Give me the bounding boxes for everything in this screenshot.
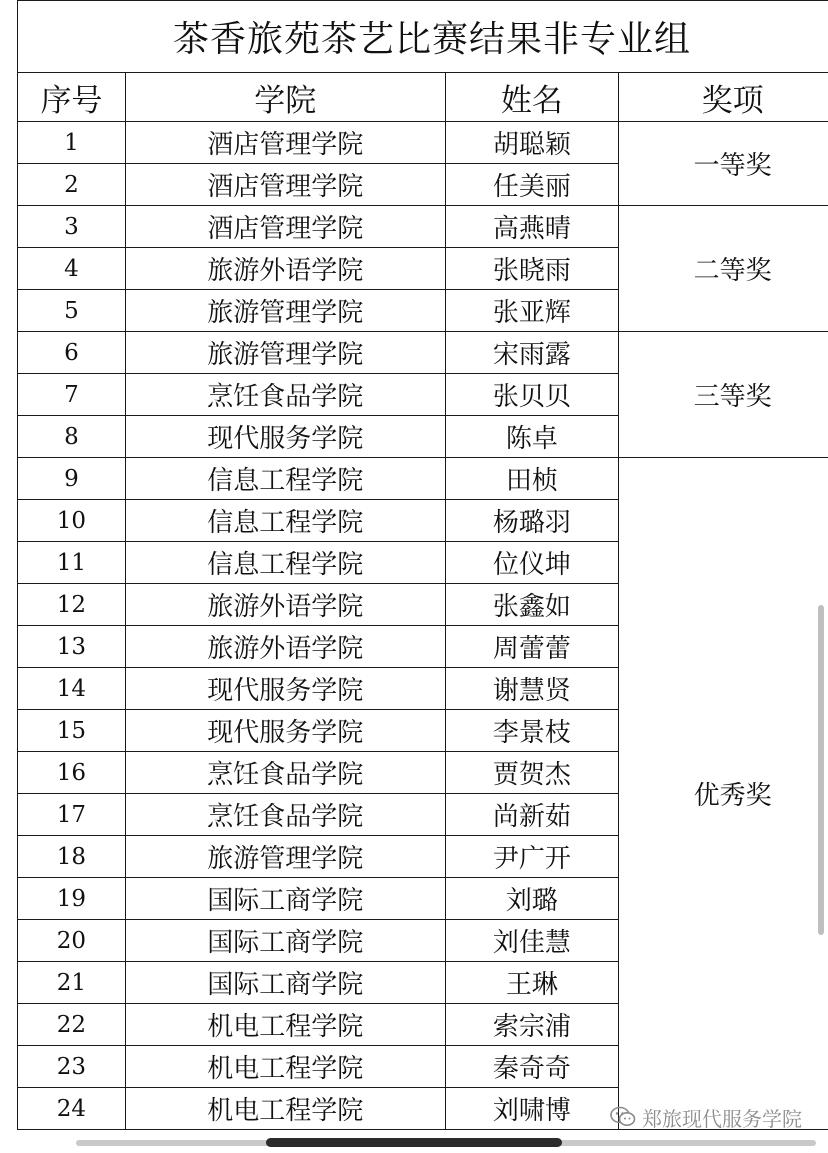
college-cell: 现代服务学院 (125, 416, 445, 458)
college-cell: 烹饪食品学院 (125, 794, 445, 836)
college-cell: 信息工程学院 (125, 542, 445, 584)
name-cell: 秦奇奇 (445, 1046, 619, 1088)
prize-cell: 一等奖 (619, 122, 828, 206)
results-table (17, 0, 828, 1130)
header-number: 序号 (18, 73, 126, 122)
vertical-scrollbar[interactable] (818, 605, 824, 935)
row-number: 23 (18, 1046, 126, 1088)
college-cell: 旅游外语学院 (125, 248, 445, 290)
name-cell: 李景枝 (445, 710, 619, 752)
row-number: 4 (18, 248, 126, 290)
name-cell: 尚新茹 (445, 794, 619, 836)
row-number: 6 (18, 332, 126, 374)
row-number: 16 (18, 752, 126, 794)
header-prize: 奖项 (619, 73, 828, 122)
table-row (18, 332, 828, 374)
row-number: 2 (18, 164, 126, 206)
college-cell: 国际工商学院 (125, 962, 445, 1004)
row-number: 1 (18, 122, 126, 164)
watermark (610, 1100, 802, 1134)
college-cell: 现代服务学院 (125, 668, 445, 710)
name-cell: 胡聪颖 (445, 122, 619, 164)
horizontal-scrollbar-thumb[interactable] (266, 1138, 562, 1147)
name-cell: 宋雨露 (445, 332, 619, 374)
name-cell: 张晓雨 (445, 248, 619, 290)
prize-cell: 优秀奖 (619, 458, 828, 1130)
row-number: 12 (18, 584, 126, 626)
college-cell: 旅游外语学院 (125, 584, 445, 626)
college-cell: 信息工程学院 (125, 458, 445, 500)
name-cell: 贾贺杰 (445, 752, 619, 794)
row-number: 20 (18, 920, 126, 962)
college-cell: 烹饪食品学院 (125, 374, 445, 416)
name-cell: 王琳 (445, 962, 619, 1004)
name-cell: 张亚辉 (445, 290, 619, 332)
name-cell: 杨璐羽 (445, 500, 619, 542)
name-cell: 陈卓 (445, 416, 619, 458)
table-row (18, 458, 828, 500)
name-cell: 刘啸博 (445, 1088, 619, 1130)
college-cell: 酒店管理学院 (125, 164, 445, 206)
college-cell: 国际工商学院 (125, 920, 445, 962)
row-number: 10 (18, 500, 126, 542)
table-row (18, 122, 828, 164)
college-cell: 机电工程学院 (125, 1046, 445, 1088)
name-cell: 谢慧贤 (445, 668, 619, 710)
college-cell: 旅游外语学院 (125, 626, 445, 668)
row-number: 17 (18, 794, 126, 836)
college-cell: 国际工商学院 (125, 878, 445, 920)
row-number: 5 (18, 290, 126, 332)
name-cell: 张鑫如 (445, 584, 619, 626)
wechat-icon (610, 1106, 636, 1128)
name-cell: 张贝贝 (445, 374, 619, 416)
college-cell: 酒店管理学院 (125, 206, 445, 248)
row-number: 9 (18, 458, 126, 500)
header-row (18, 73, 828, 122)
title-row (18, 1, 828, 73)
table-title: 茶香旅苑茶艺比赛结果非专业组 (18, 1, 828, 73)
table-body (18, 1, 828, 1130)
row-number: 7 (18, 374, 126, 416)
results-sheet (17, 0, 828, 1130)
name-cell: 高燕晴 (445, 206, 619, 248)
college-cell: 机电工程学院 (125, 1088, 445, 1130)
college-cell: 现代服务学院 (125, 710, 445, 752)
header-name: 姓名 (445, 73, 619, 122)
college-cell: 机电工程学院 (125, 1004, 445, 1046)
row-number: 14 (18, 668, 126, 710)
name-cell: 位仪坤 (445, 542, 619, 584)
college-cell: 旅游管理学院 (125, 332, 445, 374)
prize-cell: 二等奖 (619, 206, 828, 332)
name-cell: 刘佳慧 (445, 920, 619, 962)
row-number: 11 (18, 542, 126, 584)
row-number: 18 (18, 836, 126, 878)
name-cell: 尹广开 (445, 836, 619, 878)
name-cell: 刘璐 (445, 878, 619, 920)
row-number: 19 (18, 878, 126, 920)
row-number: 8 (18, 416, 126, 458)
name-cell: 索宗浦 (445, 1004, 619, 1046)
row-number: 13 (18, 626, 126, 668)
row-number: 22 (18, 1004, 126, 1046)
row-number: 15 (18, 710, 126, 752)
watermark-text: 郑旅现代服务学院 (642, 1106, 802, 1131)
prize-cell: 三等奖 (619, 332, 828, 458)
college-cell: 烹饪食品学院 (125, 752, 445, 794)
name-cell: 田桢 (445, 458, 619, 500)
row-number: 24 (18, 1088, 126, 1130)
row-number: 3 (18, 206, 126, 248)
table-row (18, 206, 828, 248)
header-college: 学院 (125, 73, 445, 122)
name-cell: 周蕾蕾 (445, 626, 619, 668)
college-cell: 酒店管理学院 (125, 122, 445, 164)
name-cell: 任美丽 (445, 164, 619, 206)
college-cell: 信息工程学院 (125, 500, 445, 542)
college-cell: 旅游管理学院 (125, 836, 445, 878)
college-cell: 旅游管理学院 (125, 290, 445, 332)
row-number: 21 (18, 962, 126, 1004)
